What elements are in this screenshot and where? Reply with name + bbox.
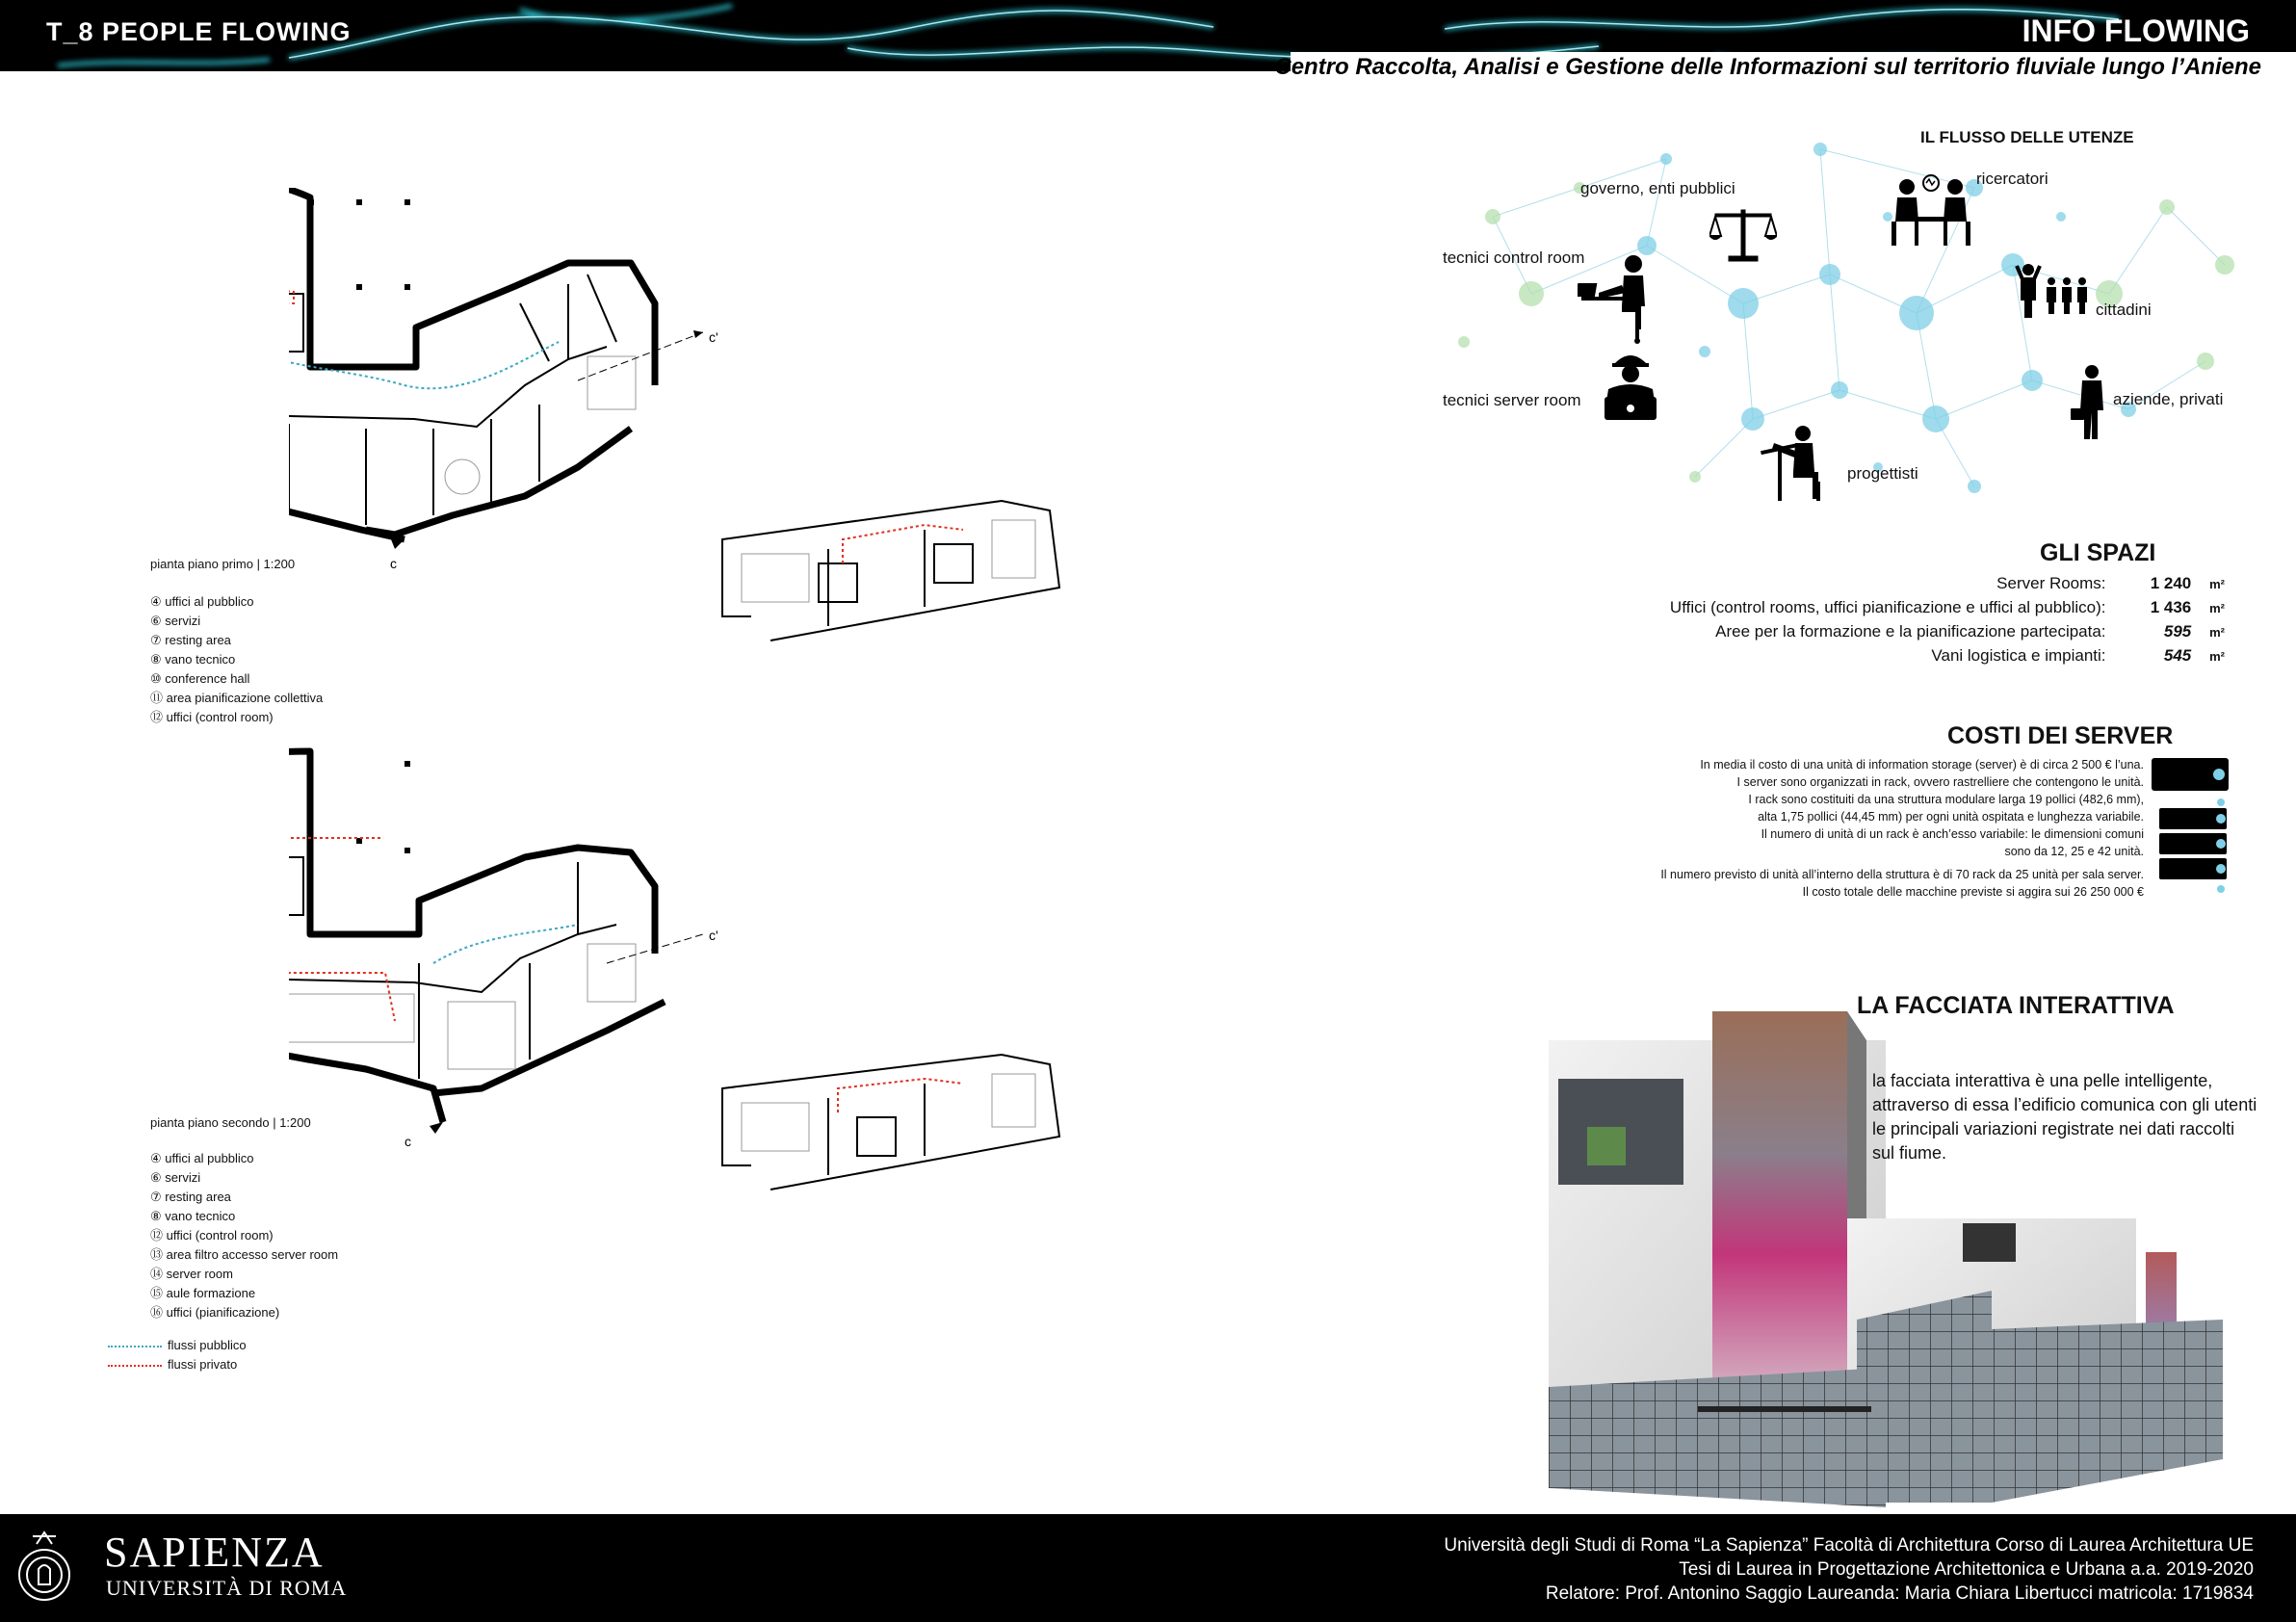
user-label-server-room: tecnici server room <box>1443 391 1581 409</box>
footer-line-1: Università degli Studi di Roma “La Sapienza” Facoltà di Architettura Corso di Laurea Architettura UE <box>1444 1535 2254 1556</box>
project-title: INFO FLOWING <box>2022 13 2250 48</box>
section-mark-c: c <box>404 1134 411 1149</box>
column-marker <box>356 284 362 290</box>
column-marker <box>356 199 362 205</box>
plan-second-legend <box>150 1149 338 1322</box>
users-section-title: IL FLUSSO DELLE UTENZE <box>1920 128 2134 146</box>
legend-item: ⑥ servizi <box>150 1170 201 1185</box>
footer-line-2: Tesi di Laurea in Progettazione Architettonica e Urbana a.a. 2019-2020 <box>1679 1559 2254 1580</box>
private-flow-path <box>289 289 294 303</box>
user-label-researchers: ricercatori <box>1976 170 2048 188</box>
legend-item: ⑭ server room <box>150 1267 233 1281</box>
legend-item: ⑩ conference hall <box>150 671 250 686</box>
section-mark-c: c <box>390 556 397 571</box>
column-marker <box>404 848 410 853</box>
legend-item: ⑪ area pianificazione collettiva <box>150 691 324 705</box>
spaces-table <box>1599 574 2225 670</box>
space-row: Server Rooms: 1 240 m² <box>1996 574 2225 592</box>
university-name: SAPIENZA <box>104 1529 325 1576</box>
designers-icon <box>1761 424 1838 503</box>
flow-legend-public: flussi pubblico <box>108 1336 247 1355</box>
space-row: Vani logistica e impianti: 545 m² <box>1931 646 2225 665</box>
server-room-technician-icon <box>1601 347 1660 424</box>
legend-item: ⑦ resting area <box>150 1190 231 1204</box>
spaces-title: GLI SPAZI <box>2040 539 2156 566</box>
sapienza-seal-logo <box>13 1527 75 1611</box>
legend-item: ④ uffici al pubblico <box>150 1151 254 1165</box>
legend-item: ⑦ resting area <box>150 633 231 647</box>
column-marker <box>404 761 410 767</box>
space-row: Uffici (control rooms, uffici pianificazione e uffici al pubblico): 1 436 m² <box>1669 598 2225 616</box>
interactive-screen <box>1712 1011 1847 1416</box>
footer-line-3: Relatore: Prof. Antonino Saggio Laureanda: Maria Chiara Libertucci matricola: 1719834 <box>1545 1583 2254 1604</box>
legend-item: ⑯ uffici (pianificazione) <box>150 1305 280 1320</box>
legend-item: ⑧ vano tecnico <box>150 1209 236 1223</box>
legend-item: ⑫ uffici (control room) <box>150 1228 274 1243</box>
costs-text: In media il costo di una unità di information storage (server) è di circa 2 500 € l’una. I server sono organizzati in rack, ovvero rastrelliere che contengono le unità. I rack sono costituiti da una struttura modulare larga 19 pollici (482,6 mm), alta 1,75 pollici (44,45 mm) per ogni unità ospitata e lunghezza variabile. Il numero di unità di un rack è anch’esso variabile: le dimensioni comuni sono da 12, 25 e 42 unità. Il numero previsto di unità all’interno della struttura è di 70 rack da 25 unità per sala server. Il costo totale delle macchine previste si aggira sui 26 250 000 € <box>1660 758 2144 899</box>
outer-wall <box>289 188 655 385</box>
plan-second-title: pianta piano secondo | 1:200 <box>150 1115 311 1130</box>
legend-item: ⑥ servizi <box>150 614 201 628</box>
legend-item: ⑮ aule formazione <box>150 1286 256 1300</box>
flow-legend-private: flussi privato <box>108 1355 247 1374</box>
plan-first-legend <box>150 592 323 727</box>
server-rack-icon <box>2148 754 2234 908</box>
space-row: Aree per la formazione e la pianificazione partecipata: 595 m² <box>1715 622 2225 641</box>
floor-plan-second-wing <box>713 1040 1079 1233</box>
legend-item: ⑫ uffici (control room) <box>150 710 274 724</box>
section-mark-c2: c' <box>709 928 718 943</box>
section-mark-c2: c' <box>709 329 718 345</box>
legend-item: ⑬ area filtro accesso server room <box>150 1247 339 1262</box>
column-marker <box>404 199 410 205</box>
column-marker <box>404 284 410 290</box>
flow-legend <box>108 1336 247 1374</box>
private-flow-path <box>289 828 395 1021</box>
project-subtitle: Centro Raccolta, Analisi e Gestione delle Informazioni sul territorio fluviale lungo l’Aniene <box>1274 54 2261 80</box>
citizens-icon <box>2015 262 2092 320</box>
facade-title: LA FACCIATA INTERATTIVA <box>1857 992 2175 1019</box>
costs-title: COSTI DEI SERVER <box>1947 722 2174 749</box>
university-subname: UNIVERSITÀ DI ROMA <box>106 1576 348 1600</box>
user-label-citizens: cittadini <box>2096 301 2152 319</box>
control-room-technician-icon <box>1578 252 1655 344</box>
south-wall <box>289 419 404 539</box>
user-label-control-room: tecnici control room <box>1443 249 1585 267</box>
user-label-companies: aziende, privati <box>2113 390 2224 408</box>
floor-plan-first-wing <box>713 482 1079 674</box>
plan-first-title: pianta piano primo | 1:200 <box>150 557 296 571</box>
business-person-icon <box>2071 364 2109 441</box>
facade-description: la facciata interattiva è una pelle intelligente, attraverso di essa l’edificio comunica con gli utenti le principali variazioni registrate nei dati raccolti sul fiume. <box>1872 1071 2257 1163</box>
legend-item: ④ uffici al pubblico <box>150 594 254 609</box>
user-label-government: governo, enti pubblici <box>1580 179 1735 197</box>
researchers-icon <box>1888 173 1974 250</box>
legend-item: ⑧ vano tecnico <box>150 652 236 667</box>
south-wall-2 <box>366 429 631 535</box>
user-label-designers: progettisti <box>1847 464 1918 483</box>
sheet-code: T_8 PEOPLE FLOWING <box>46 17 352 46</box>
private-flow-path <box>838 1079 963 1112</box>
scales-icon <box>1709 202 1777 265</box>
